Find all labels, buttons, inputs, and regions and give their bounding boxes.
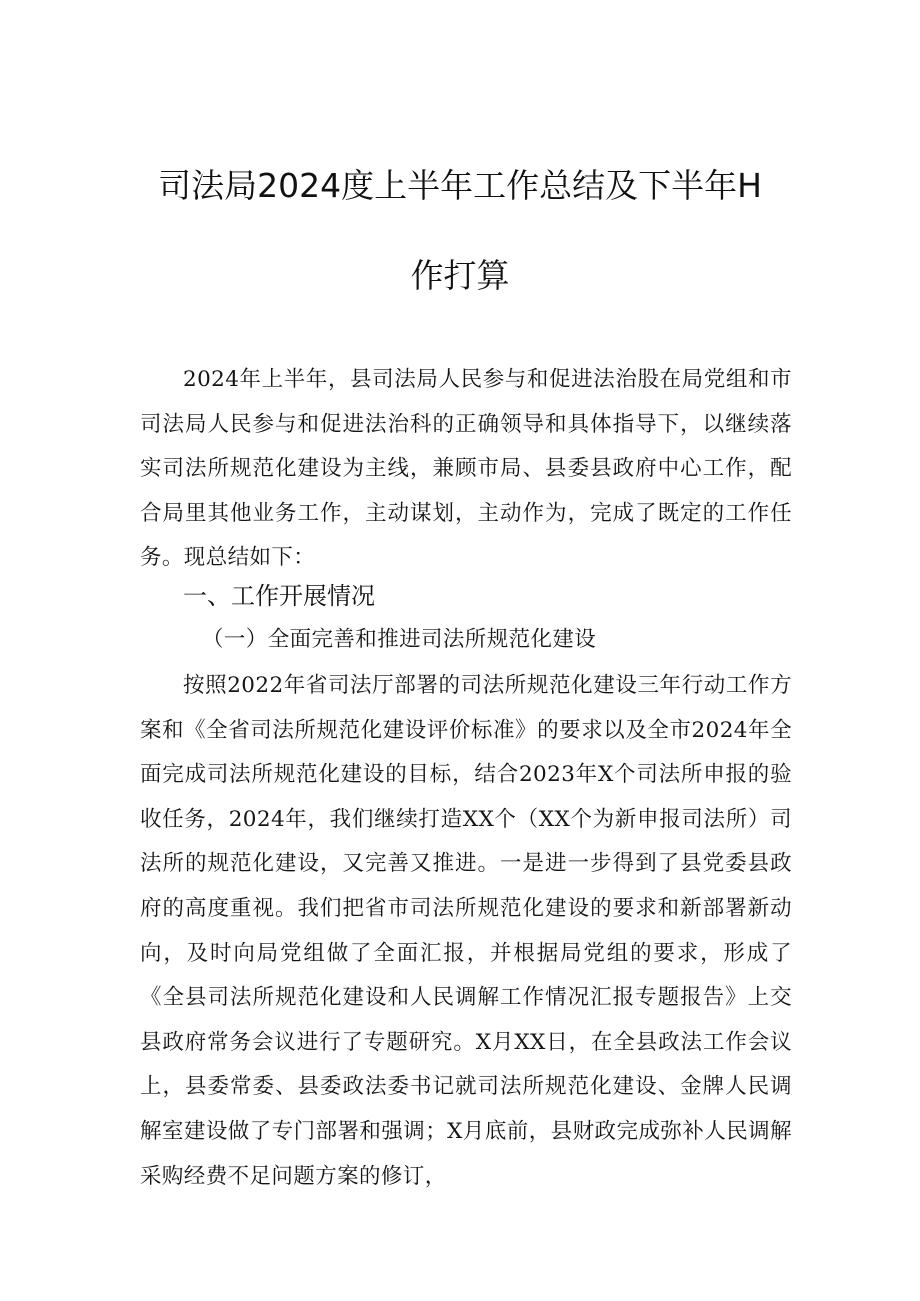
- document-title-line-1: 司法局2024度上半年工作总结及下半年H: [158, 166, 762, 205]
- section-heading: 一、工作开展情况: [183, 582, 375, 610]
- document-title-line-2: 作打算: [410, 256, 510, 295]
- intro-paragraph: 2024年上半年，县司法局人民参与和促进法治股在局党组和市司法局人民参与和促进法治科的正确领导和具体指导下，以继续落实司法所规范化建设为主线，兼顾市局、县委县政府中心工作，配合局里其他业务工作，主动谋划，主动作为，完成了既定的工作任务。现总结如下：: [140, 367, 792, 571]
- subsection-heading: （一）全面完善和推进司法所规范化建设: [202, 627, 597, 652]
- body-paragraph: 按照2022年省司法厅部署的司法所规范化建设三年行动工作方案和《全省司法所规范化建设评价标准》的要求以及全市2024年全面完成司法所规范化建设的目标，结合2023年X个司法所申报的验收任务，2024年，我们继续打造XX个（XX个为新申报司法所）司法所的规范化建设，又完善又推进。一是进一步得到了县党委县政府的高度重视。我们把省市司法所规范化建设的要求和新部署新动向，及时向局党组做了全面汇报，并根据局党组的要求，形成了《全县司法所规范化建设和人民调解工作情况汇报专题报告》上交县政府常务会议进行了专题研究。X月XX日，在全县政法工作会议上，县委常委、县委政法委书记就司法所规范化建设、金牌人民调解室建设做了专门部署和强调；X月底前，县财政完成弥补人民调解采购经费不足问题方案的修订，: [140, 673, 792, 1189]
